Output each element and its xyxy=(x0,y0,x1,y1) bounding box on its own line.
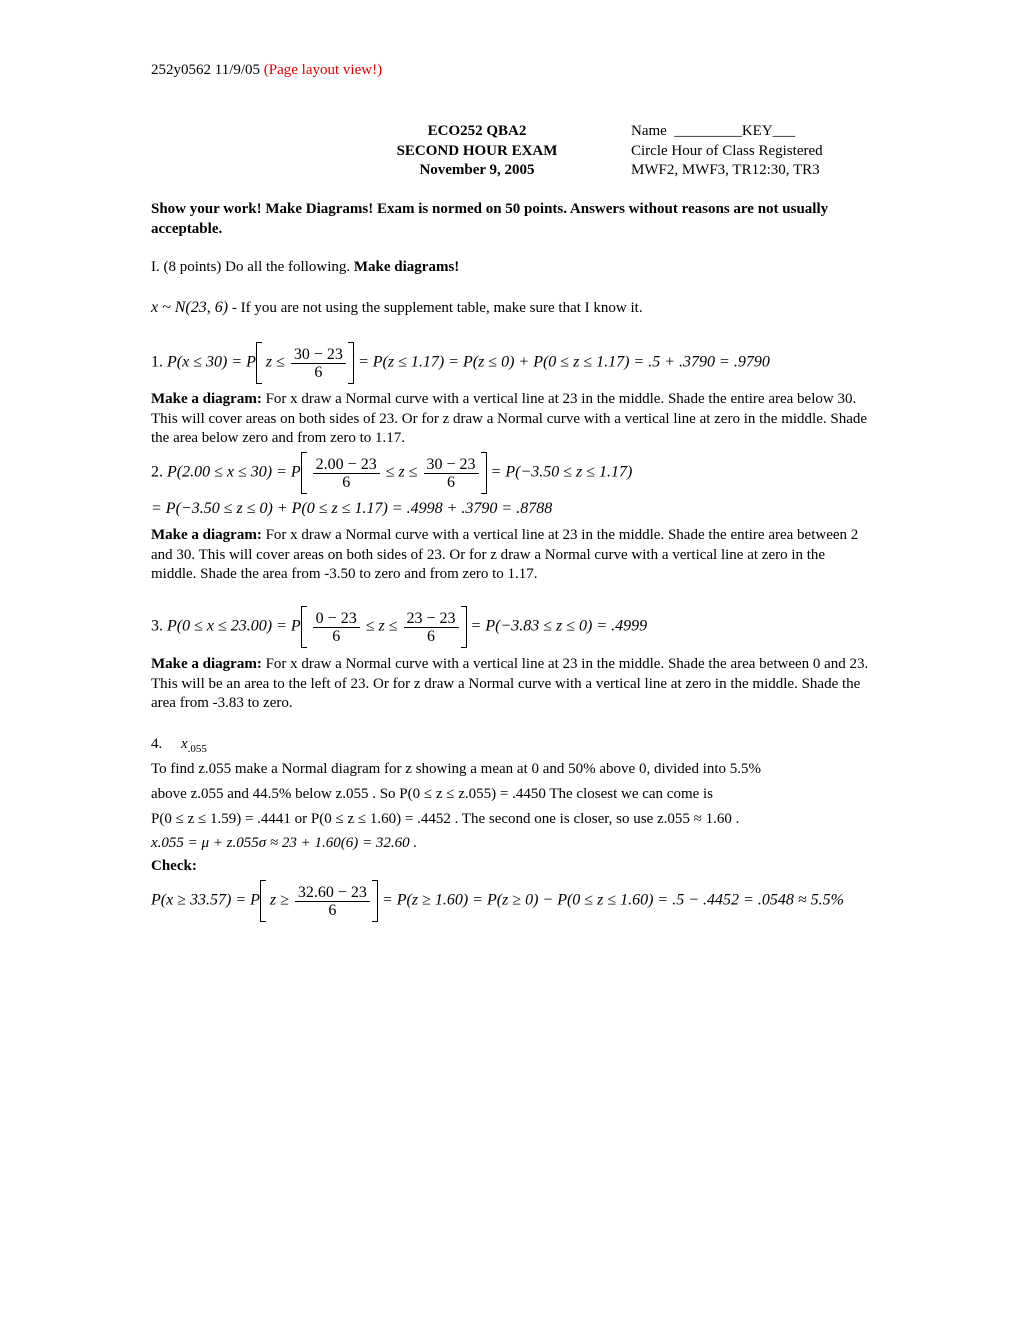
distribution-given xyxy=(151,298,871,319)
problem-4-title: 4. $x_{.055}$ xyxy=(151,736,207,755)
student-info-block xyxy=(631,122,823,181)
fraction: $\frac{30 - 23}{6}$ xyxy=(291,346,346,381)
equation-lhs: P(x ≤ 30) = P xyxy=(167,353,256,371)
equation-part: z ≤ xyxy=(265,353,285,371)
circle-hour-label: Circle Hour of Class Registered xyxy=(631,142,823,159)
part1-title xyxy=(151,258,871,278)
file-header xyxy=(151,62,382,79)
part1-title-text: I. (8 points) Do all the following. xyxy=(151,259,351,275)
exam-date: November 9, 2005 xyxy=(419,162,535,178)
problem-2-equation: 2. P(2.00 ≤ x ≤ 30) = P $\frac{2.00 - 23}{6}$ ≤ z ≤ $\frac{30 - 23}{6}$ = P(−3.50 ≤ z ≤ 1.17) xyxy=(151,452,871,494)
problem-3-diagram-note: Make a diagram: For x draw a Normal curve with a vertical line at 23 in the middle. Shade the area between 0 and 23. This will be an area to the left of 23. Or for z draw a Normal curve with a vertical line at zero in the middle. Shade the area from -3.83 to zero. xyxy=(151,656,869,711)
check-label: Check: xyxy=(151,858,197,874)
exam-title: SECOND HOUR EXAM xyxy=(396,142,558,159)
problem-1-equation xyxy=(151,342,871,384)
problem-number: 1. xyxy=(151,353,163,371)
problem-4-line4: x.055 = μ + z.055σ ≈ 23 + 1.60(6) = 32.60 . xyxy=(151,835,418,851)
instructions: Show your work! Make Diagrams! Exam is normed on 50 points. Answers without reasons are not usually acceptable. xyxy=(151,201,829,237)
problem-4-line1: To find z.055 make a Normal diagram for z showing a mean at 0 and 50% above 0, divided into 5.5% xyxy=(151,761,762,777)
problem-4-line2: above z.055 and 44.5% below z.055 . So P(0 ≤ z ≤ z.055) = .4450 The closest we can come is xyxy=(151,786,714,802)
problem-2-equation-line2: = P(−3.50 ≤ z ≤ 0) + P(0 ≤ z ≤ 1.17) = .4998 + .3790 = .8788 xyxy=(151,500,553,517)
problem-1-diagram-note: Make a diagram: For x draw a Normal curve with a vertical line at 23 in the middle. Shade the entire area below 30. This will cover areas on both sides of 23. Or for z draw a Normal curve with a vertical line at zero in the middle. Shade the area below zero and from zero to 1.17. xyxy=(151,391,868,446)
class-sections: MWF2, MWF3, TR12:30, TR3 xyxy=(631,162,820,178)
distribution-note: - If you are not using the supplement table, make sure that I know it. xyxy=(228,300,643,316)
file-id: 252y0562 11/9/05 xyxy=(151,62,261,78)
name-label: Name xyxy=(631,123,667,139)
problem-4-line3: P(0 ≤ z ≤ 1.59) = .4441 or P(0 ≤ z ≤ 1.60) = .4452 . The second one is closer, so use z.055 ≈ 1.60 . xyxy=(151,811,740,827)
problem-2-diagram-note: Make a diagram: For x draw a Normal curve with a vertical line at 23 in the middle. Shade the entire area between 2 and 30. This will cover areas on both sides of 23. Or for z draw a Normal curve with a vertical line at zero in the middle. Shade the area from -3.50 to zero and from zero to 1.17. xyxy=(151,527,859,582)
distribution-formula: x ~ N(23, 6) xyxy=(151,299,229,316)
layout-note: (Page layout view!) xyxy=(263,62,383,78)
equation-rhs: = P(z ≤ 1.17) = P(z ≤ 0) + P(0 ≤ z ≤ 1.17) = .5 + .3790 = .9790 xyxy=(357,353,770,371)
course-title: ECO252 QBA2 xyxy=(427,123,527,139)
name-value: _________KEY___ xyxy=(674,123,796,139)
exam-title-block xyxy=(388,122,566,181)
part1-title-bold: Make diagrams! xyxy=(353,259,460,275)
check-equation: P(x ≥ 33.57) = P z ≥ $\frac{32.60 - 23}{6}$ = P(z ≥ 1.60) = P(z ≥ 0) − P(0 ≤ z ≤ 1.60) = .5 − .4452 = .0548 ≈ 5.5% xyxy=(151,880,891,922)
problem-3-equation: 3. P(0 ≤ x ≤ 23.00) = P $\frac{0 - 23}{6}$ ≤ z ≤ $\frac{23 - 23}{6}$ = P(−3.83 ≤ z ≤ 0) = .4999 xyxy=(151,606,871,648)
